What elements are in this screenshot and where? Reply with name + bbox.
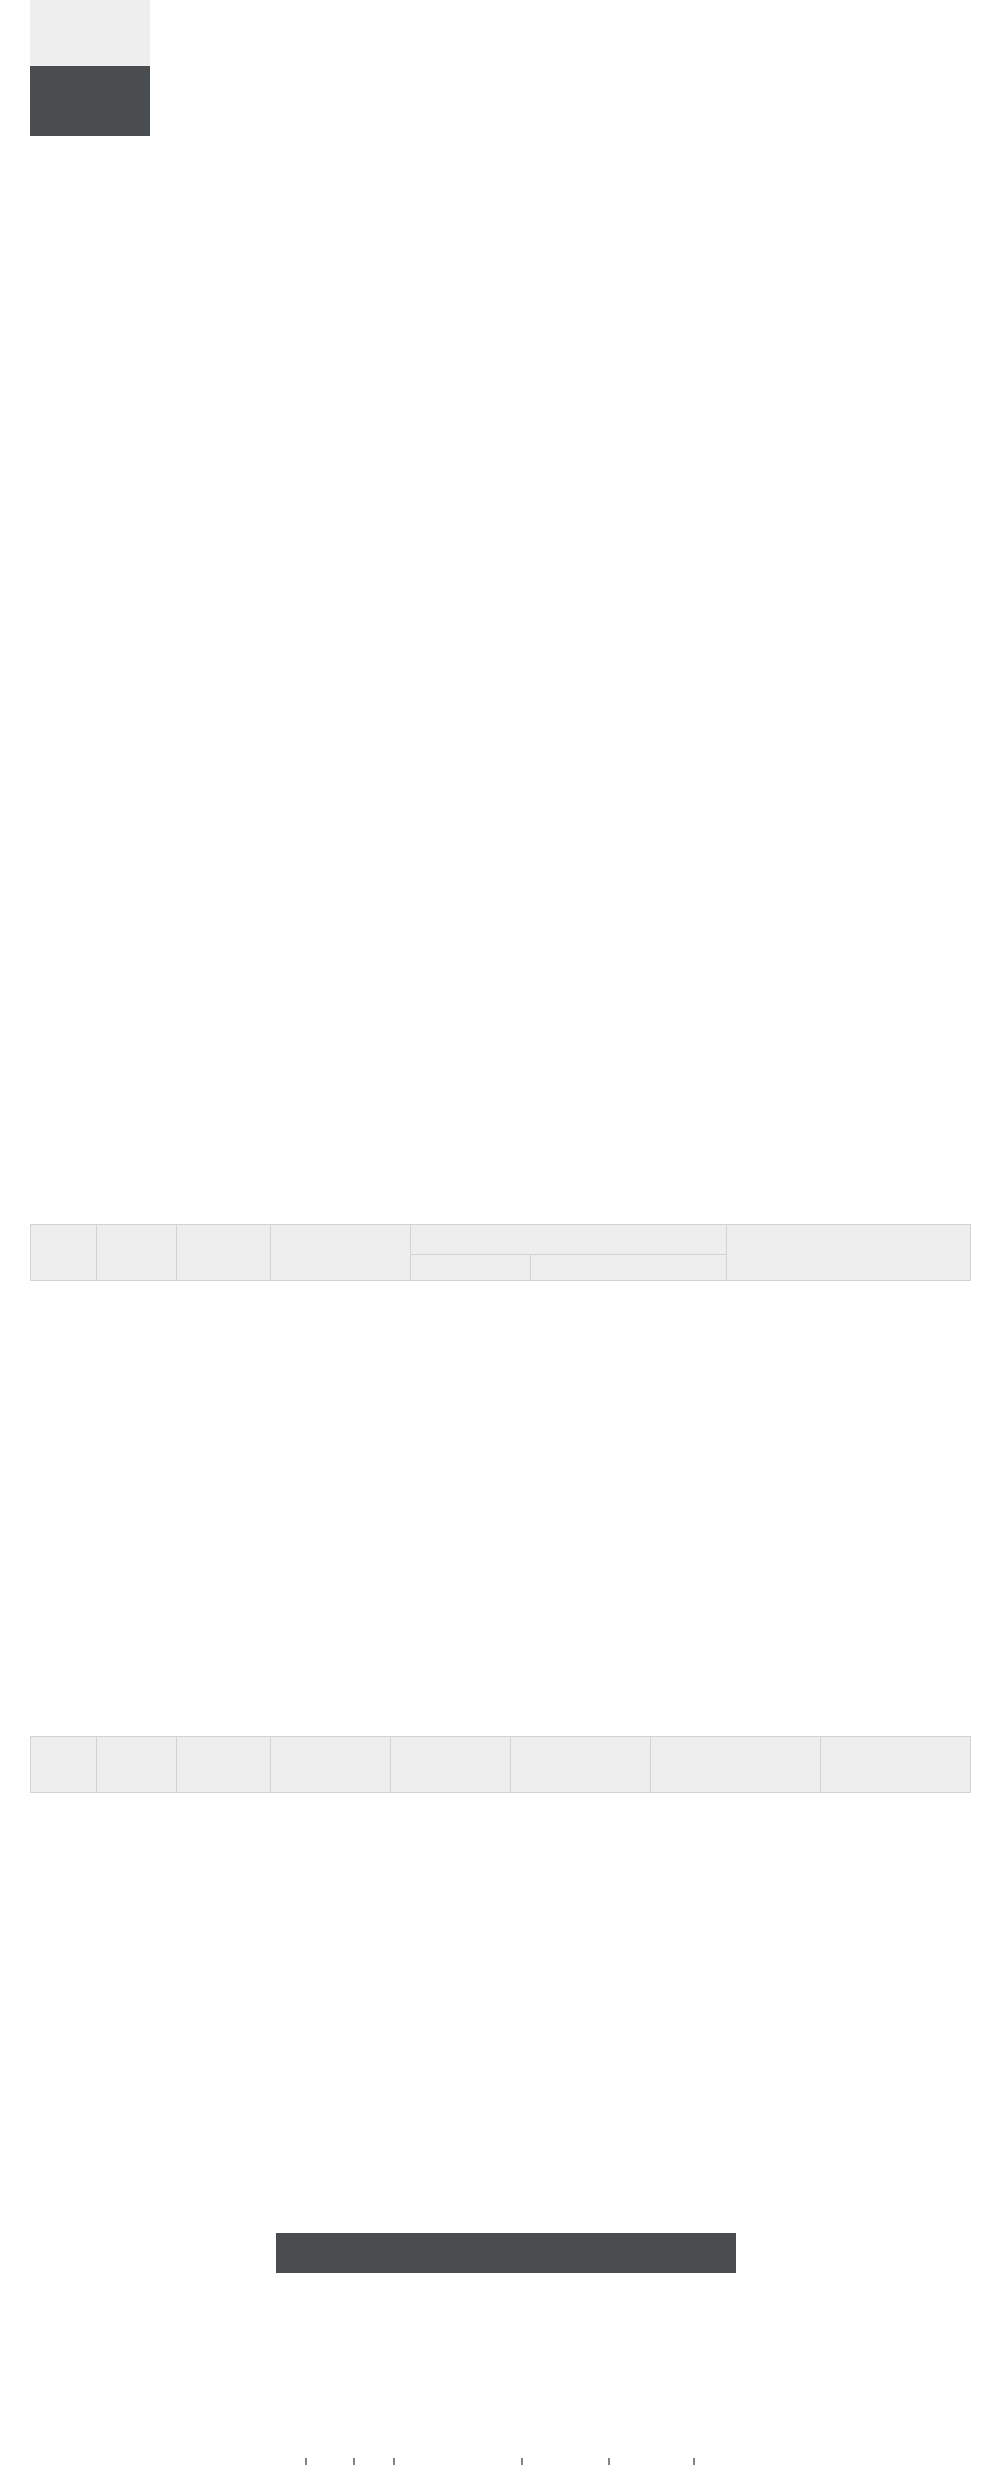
- header-accuracy: [511, 1737, 651, 1793]
- section-badge: [30, 0, 150, 136]
- filling-table: [30, 1736, 971, 1793]
- header-tube-clamp-material: [271, 1225, 411, 1281]
- header-tubing: [411, 1225, 727, 1255]
- header-tubing: [177, 1737, 271, 1793]
- bracket-output: [609, 2458, 694, 2465]
- section-number: [30, 0, 150, 66]
- schematic-title: [276, 2233, 736, 2273]
- bracket-control: [394, 2458, 522, 2465]
- terminal-group-brackets: [306, 2458, 694, 2465]
- schematic-diagram: [270, 2290, 740, 2465]
- header-motor-speed: [821, 1737, 971, 1793]
- header-pump-head-material: [177, 1225, 271, 1281]
- header-drive: [31, 1737, 97, 1793]
- header-pump-head: [97, 1225, 177, 1281]
- header-flow-rate: [727, 1225, 971, 1281]
- header-drive: [31, 1225, 97, 1281]
- header-pump-head: [97, 1737, 177, 1793]
- header-id-wall: [531, 1255, 727, 1281]
- header-filling-volume: [271, 1737, 391, 1793]
- header-tubing-size: [411, 1255, 531, 1281]
- header-filling-time: [391, 1737, 511, 1793]
- composition-table: [30, 1224, 971, 1281]
- bracket-power: [306, 2458, 354, 2465]
- section-label: [30, 66, 150, 136]
- header-output: [651, 1737, 821, 1793]
